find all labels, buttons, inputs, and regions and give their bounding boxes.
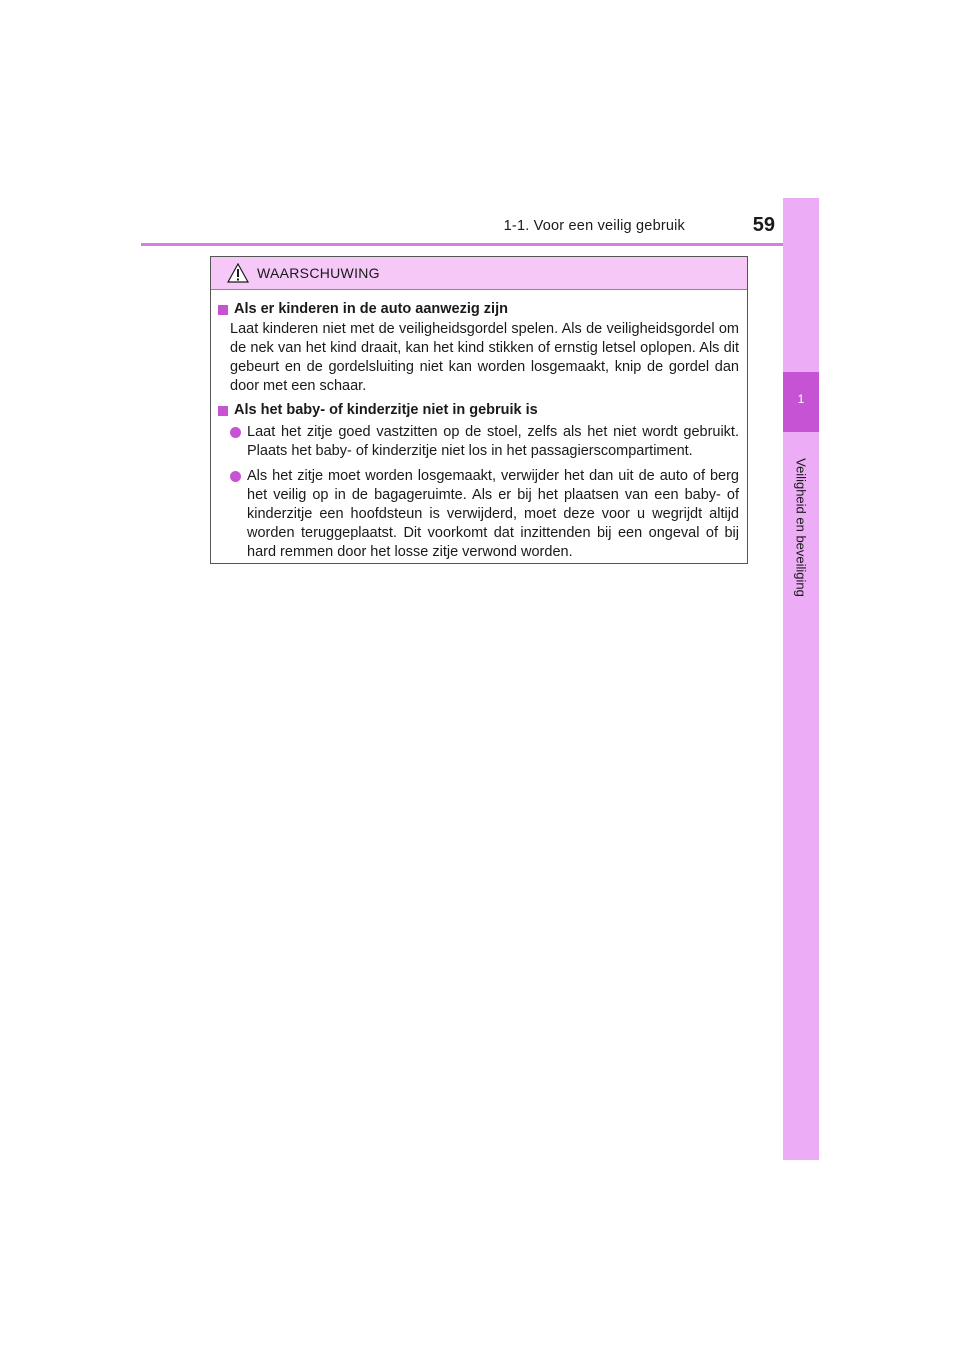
chapter-label: Veiligheid en beveiliging [793,458,809,597]
warning-body [211,290,747,562]
section-heading-text: Als het baby- of kinderzitje niet in gebruik is [234,402,538,418]
square-bullet-icon [218,305,228,315]
square-bullet-icon [218,406,228,416]
section-heading-text: Als er kinderen in de auto aanwezig zijn [234,301,508,317]
warning-box [210,256,748,564]
section-title: 1-1. Voor een veilig gebruik [503,218,685,234]
warning-header [211,257,747,290]
list-item [230,467,739,562]
warning-title: WAARSCHUWING [257,265,380,281]
round-bullet-icon [230,427,241,438]
page-number: 59 [752,214,775,236]
round-bullet-icon [230,471,241,482]
section-paragraph: Laat kinderen niet met de veiligheidsgordel spelen. Als de veiligheidsgordel om de nek van het kind draait, kan het kind stikken of ernstig letsel oplopen. Als dit gebeurt en de gordelsluiting niet kan worden losgemaakt, knip de gordel dan door met een schaar. [230,321,739,394]
chapter-number: 1 [797,392,805,406]
warning-triangle-icon [227,263,249,283]
list-item-text: Als het zitje moet worden losgemaakt, verwijder het dan uit de auto of berg het veilig op in de bagageruimte. Als er bij het plaatsen van een baby- of kinderzitje een hoofdsteun is verwijderd, moet deze voor u wegrijdt altijd worden teruggeplaatst. Dit voorkomt dat inzittenden bij een ongeval of bij hard remmen door het losse zitje verwond worden. [247,468,739,560]
header-divider [141,243,819,246]
section-heading-children [218,300,739,319]
list-item [230,423,739,461]
section-heading-child-seat [218,401,739,420]
chapter-side-tab [783,198,819,1160]
list-item-text: Laat het zitje goed vastzitten op de stoel, zelfs als het niet wordt gebruikt. Plaats het baby- of kinderzitje niet los in het passagierscompartiment. [247,424,739,459]
